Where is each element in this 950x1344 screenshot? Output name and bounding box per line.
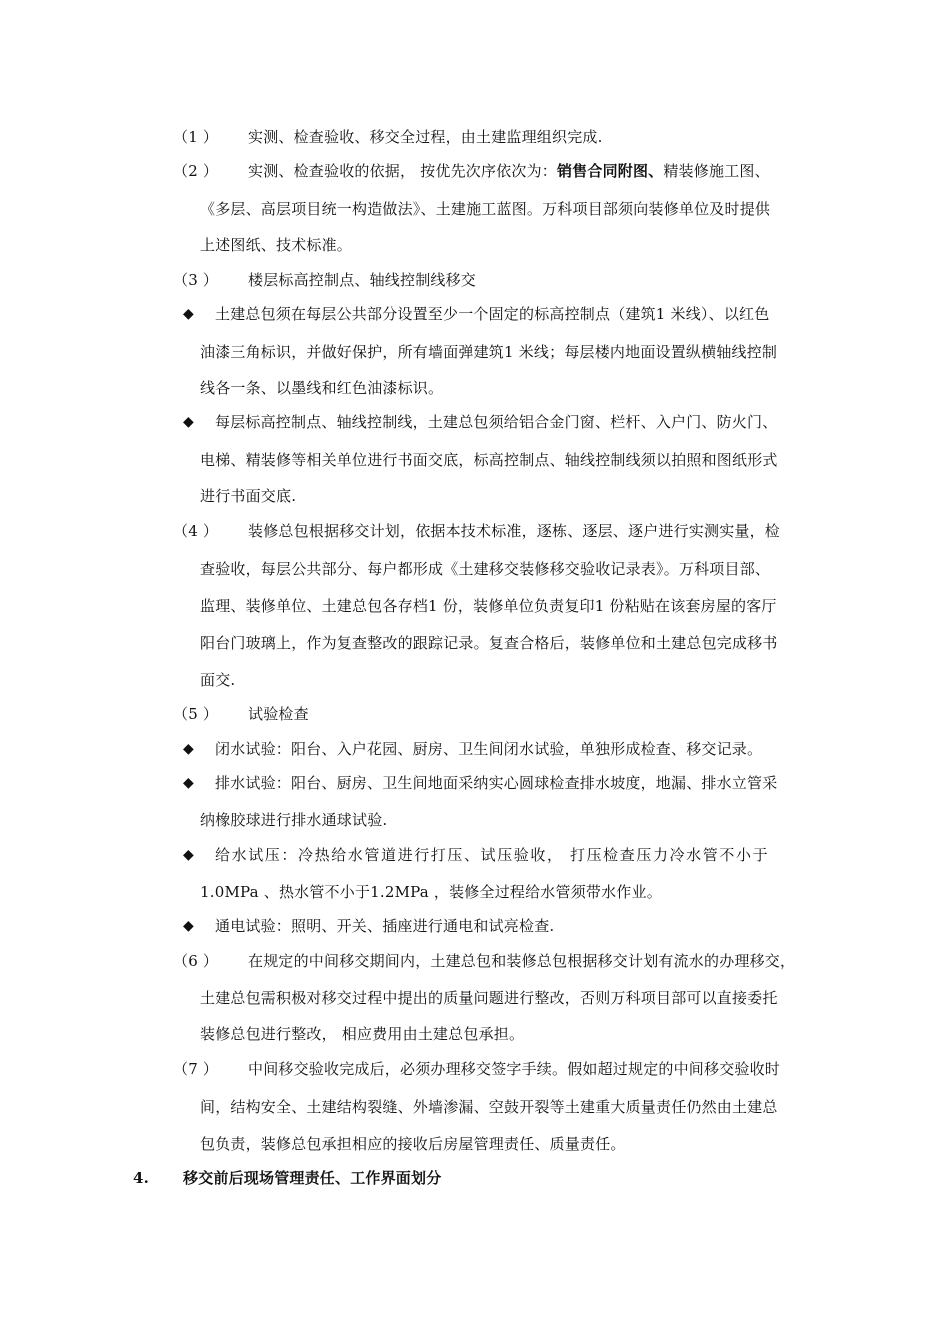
item-number: （2 ） (173, 162, 219, 180)
bullet-text: 通电试验：照明、开关、插座进行通电和试亮检查. (215, 917, 555, 935)
bullet-text: 排水试验：阳台、厨房、卫生间地面采纳实心圆球检查排水坡度，地漏、排水立管采 (215, 774, 778, 792)
item-4-text-line-2: 查验收，每层公共部分、每户都形成《土建移交装修移交验收记录表》。万科项目部、 (200, 560, 771, 578)
bullet-text: 给水试压：冷热给水管道进行打压、试压验收， 打压检查压力冷水管不小于 (215, 846, 770, 864)
item-6-text-line-1: 在规定的中间移交期间内，土建总包和装修总包根据移交计划有流水的办理移交， (248, 952, 796, 970)
diamond-bullet-icon: ◆ (183, 414, 194, 430)
bullet-text: 闭水试验：阳台、入户花园、厨房、卫生间闭水试验，单独形成检查、移交记录。 (215, 740, 763, 758)
diamond-bullet-icon: ◆ (183, 741, 194, 757)
item-2-text-line-3: 上述图纸、技术标准。 (200, 236, 353, 254)
item-5-text: 试验检查 (248, 705, 309, 723)
item-7-text-line-2: 间，结构安全、土建结构裂缝、外墙渗漏、空鼓开裂等土建重大质量责任仍然由土建总 (200, 1098, 778, 1116)
text-run: 实测、检查验收的依据， 按优先次序依次为： (248, 162, 557, 180)
item-4-text-line-4: 阳台门玻璃上，作为复查整改的跟踪记录。复查合格后，装修单位和土建总包完成移书 (200, 634, 778, 652)
section-heading: 移交前后现场管理责任、工作界面划分 (183, 1169, 442, 1187)
item-number: （1 ） (173, 128, 219, 146)
item-4-text-line-3: 监理、装修单位、土建总包各存档1 份，装修单位负责复印1 份粘贴在该套房屋的客厅 (200, 597, 777, 615)
bullet-text: 每层标高控制点、轴线控制线，土建总包须给铝合金门窗、栏杆、入户门、防火门、 (215, 413, 778, 431)
item-number: （6 ） (173, 952, 219, 970)
item-number: （4 ） (173, 522, 219, 540)
item-7-text-line-1: 中间移交验收完成后，必须办理移交签字手续。假如超过规定的中间移交验收时 (248, 1060, 781, 1078)
item-2-text-line-1 (248, 161, 770, 181)
bullet-text: 油漆三角标识，并做好保护，所有墙面弹建筑1 米线；每层楼内地面设置纵横轴线控制 (200, 343, 778, 361)
item-number: （3 ） (173, 271, 219, 289)
bullet-text: 线各一条、以墨线和红色油漆标识。 (200, 379, 444, 397)
bold-text-run: 销售合同附图、 (556, 162, 664, 180)
item-7-text-line-3: 包负责，装修总包承担相应的接收后房屋管理责任、质量责任。 (200, 1135, 626, 1153)
diamond-bullet-icon: ◆ (183, 775, 194, 791)
item-4-text-line-5: 面交. (200, 671, 236, 689)
bullet-text: 进行书面交底. (200, 487, 297, 505)
item-6-text-line-3: 装修总包进行整改， 相应费用由土建总包承担。 (200, 1025, 525, 1043)
bullet-text: 纳橡胶球进行排水通球试验. (200, 811, 388, 829)
item-4-text-line-1: 装修总包根据移交计划，依据本技术标准，逐栋、逐层、逐户进行实测实量，检 (248, 522, 781, 540)
diamond-bullet-icon: ◆ (183, 918, 194, 934)
item-number: （5 ） (173, 705, 219, 723)
diamond-bullet-icon: ◆ (183, 847, 194, 863)
item-3-text: 楼层标高控制点、轴线控制线移交 (248, 271, 477, 289)
diamond-bullet-icon: ◆ (183, 306, 194, 322)
item-number: （7 ） (173, 1060, 219, 1078)
bullet-text: 土建总包须在每层公共部分设置至少一个固定的标高控制点（建筑1 米线）、以红色 (215, 305, 770, 323)
section-number: 4. (133, 1169, 150, 1187)
item-2-text-line-2: 《多层、高层项目统一构造做法》、土建施工蓝图。万科项目部须向装修单位及时提供 (200, 200, 771, 218)
bullet-text: 1.0MPa 、热水管不小于1.2MPa ，装修全过程给水管须带水作业。 (200, 883, 662, 901)
item-6-text-line-2: 土建总包需积极对移交过程中提出的质量问题进行整改，否则万科项目部可以直接委托 (200, 989, 778, 1007)
text-run: 精装修施工图、 (663, 162, 770, 180)
item-1-text: 实测、检查验收、移交全过程，由土建监理组织完成. (248, 128, 603, 146)
bullet-text: 电梯、精装修等相关单位进行书面交底，标高控制点、轴线控制线须以拍照和图纸形式 (200, 451, 778, 469)
